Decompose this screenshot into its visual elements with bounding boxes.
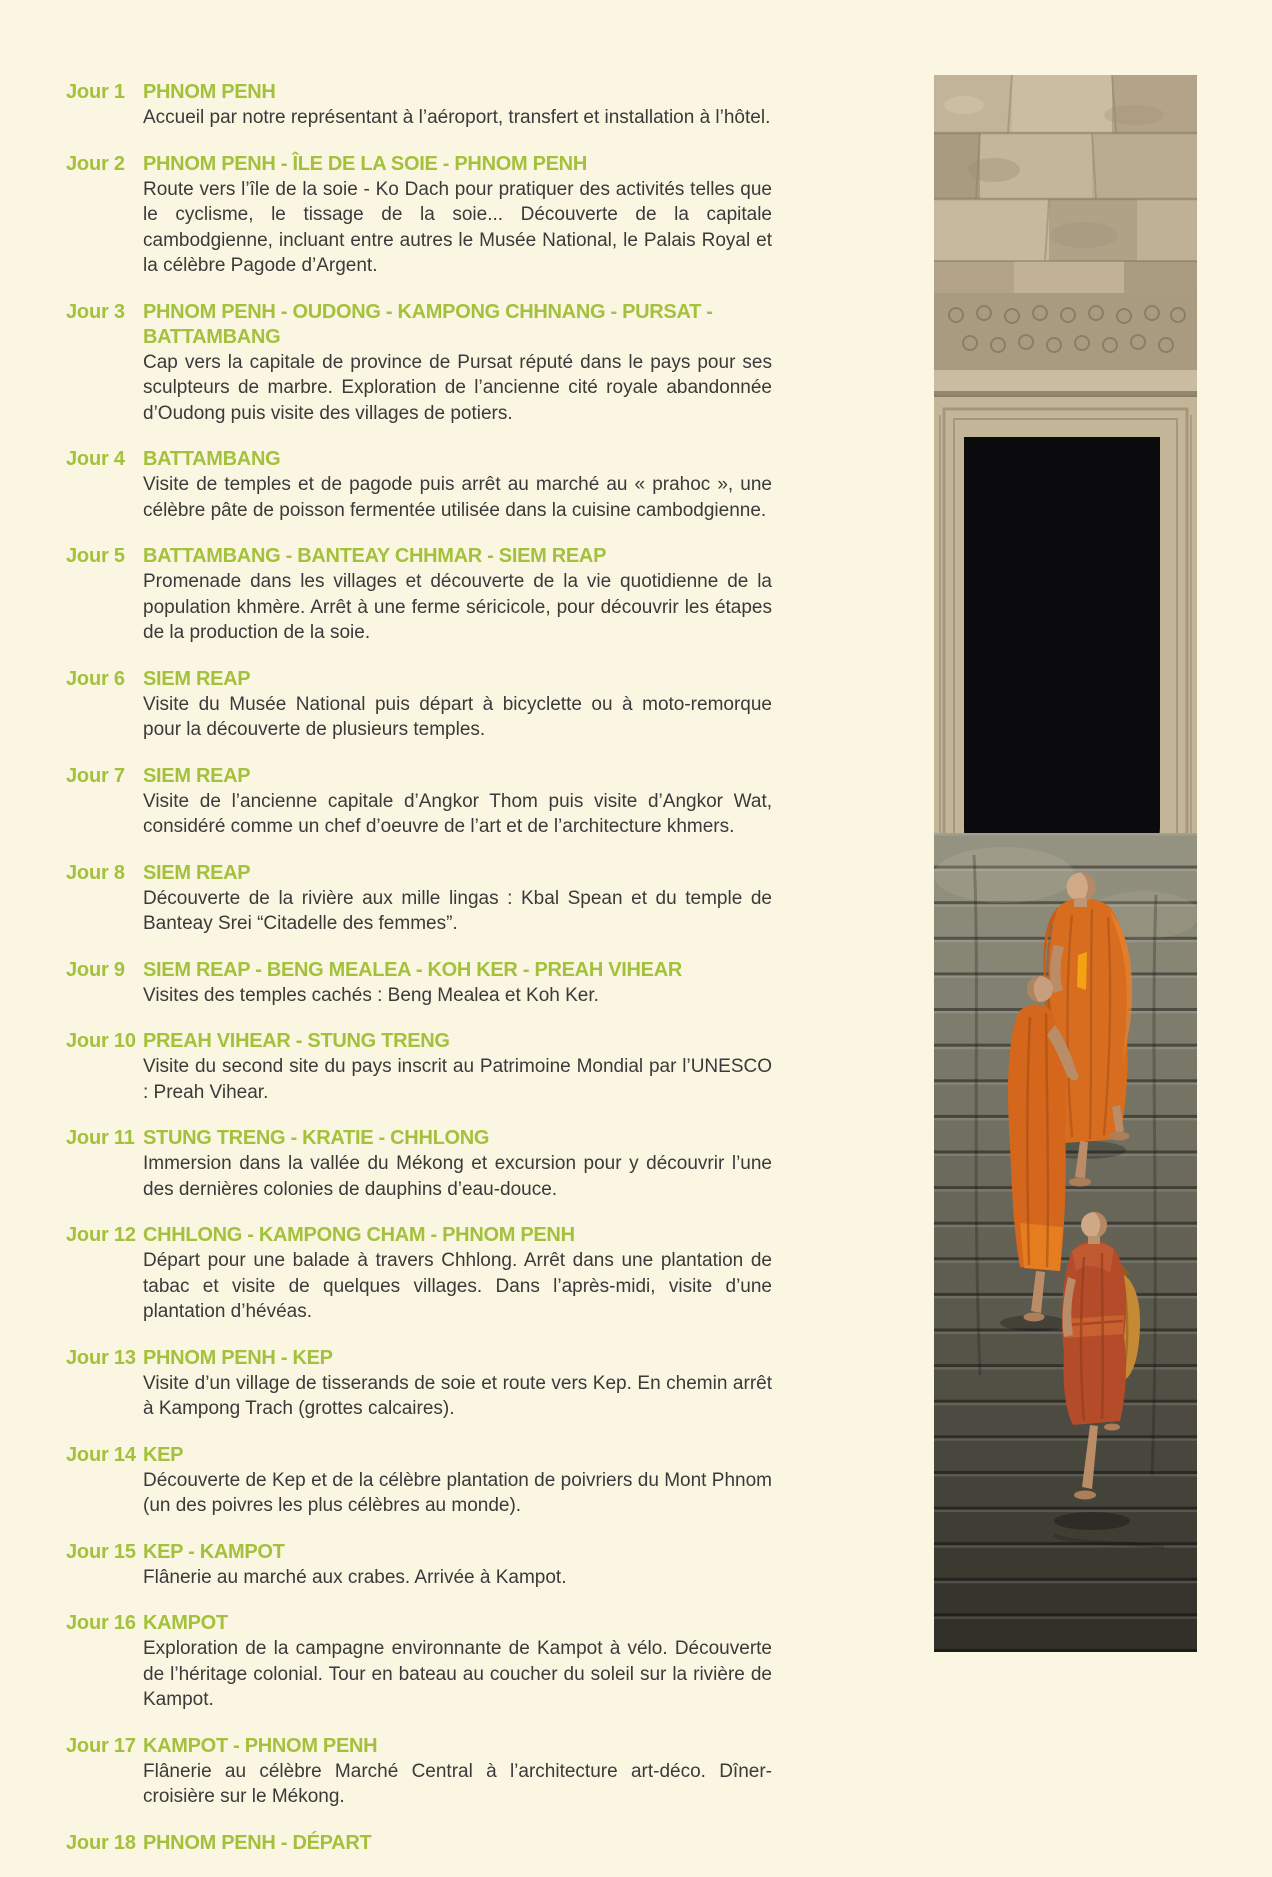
day-route-title: PHNOM PENH - OUDONG - KAMPONG CHHNANG - PURSAT - BATTAMBANG — [143, 300, 713, 348]
day-label: Jour 14 — [66, 1443, 136, 1466]
day-body — [143, 1029, 772, 1105]
day-label: Jour 8 — [66, 861, 125, 884]
day-body — [143, 1611, 772, 1713]
day-route-title: CHHLONG - KAMPONG CHAM - PHNOM PENH — [143, 1224, 575, 1246]
day-route-title: PHNOM PENH - KEP — [143, 1346, 333, 1369]
day-label: Jour 16 — [66, 1612, 136, 1634]
doorway-opening — [964, 437, 1160, 857]
day-description: Départ pour une balade à travers Chhlong. Arrêt dans une plantation de tabac et visite de quelques villages. Dans l’après-midi, visite d’une plantation d’hévéas. — [143, 1250, 772, 1322]
day-row — [66, 1443, 772, 1519]
day-route-title: KEP - KAMPOT — [143, 1540, 285, 1563]
day-description: Cap vers la capitale de province de Pursat réputé dans le pays pour ses sculpteurs de marbre. Exploration de l’ancienne cité royale abandonnée d’Oudong puis visite des villages de potiers. — [143, 351, 772, 424]
monks-photo-graphic — [934, 75, 1197, 1652]
itinerary-list — [66, 80, 772, 1877]
day-body — [143, 1126, 772, 1202]
day-body — [143, 1734, 772, 1810]
day-label: Jour 5 — [66, 545, 125, 567]
day-label: Jour 15 — [66, 1540, 136, 1563]
day-route-title: SIEM REAP — [143, 764, 251, 787]
day-route-title: SIEM REAP — [143, 667, 251, 690]
day-body — [143, 1346, 772, 1422]
day-route-title: KAMPOT - PHNOM PENH — [143, 1734, 378, 1757]
day-row — [66, 1346, 772, 1422]
day-body — [143, 861, 772, 937]
day-row — [66, 1734, 772, 1810]
day-description: Visite du Musée National puis départ à bicyclette ou à moto-remorque pour la découverte de plusieurs temples. — [143, 693, 772, 740]
day-row — [66, 300, 772, 427]
day-label: Jour 7 — [66, 764, 125, 787]
day-row — [66, 1126, 772, 1202]
day-description: Flânerie au marché aux crabes. Arrivée à Kampot. — [143, 1566, 567, 1588]
day-route-title: KEP — [143, 1443, 184, 1466]
day-description: Visite du second site du pays inscrit au Patrimoine Mondial par l’UNESCO : Preah Vihear. — [143, 1056, 772, 1103]
day-description: Visite de l’ancienne capitale d’Angkor Thom puis visite d’Angkor Wat, considéré comme un chef d’oeuvre de l’art et de l’architecture khmers. — [143, 790, 772, 837]
day-label: Jour 17 — [66, 1734, 136, 1757]
day-row — [66, 667, 772, 743]
day-body — [143, 667, 772, 743]
day-route-title: PHNOM PENH — [143, 81, 276, 103]
day-description: Visite de temples et de pagode puis arrêt au marché au « prahoc », une célèbre pâte de poisson fermentée utilisée dans la cuisine cambodgienne. — [143, 474, 772, 521]
day-body — [143, 1540, 772, 1591]
day-body — [143, 1223, 772, 1325]
day-label: Jour 2 — [66, 152, 125, 175]
stone-wall — [934, 75, 1197, 293]
day-row — [66, 1611, 772, 1713]
carved-lintel — [934, 293, 1197, 397]
day-label: Jour 13 — [66, 1346, 136, 1369]
day-route-title: BATTAMBANG — [143, 448, 281, 470]
day-label: Jour 9 — [66, 958, 125, 981]
day-description: Route vers l’île de la soie - Ko Dach pour pratiquer des activités telles que le cyclisme, le tissage de la soie... Découverte de la capitale cambodgienne, incluant entre autres le Musée National, le Palais Royal et la célèbre Pagode d’Argent. — [143, 178, 772, 276]
day-route-title: STUNG TRENG - KRATIE - CHHLONG — [143, 1127, 490, 1149]
day-body — [143, 1831, 772, 1856]
day-route-title: PREAH VIHEAR - STUNG TRENG — [143, 1030, 450, 1052]
day-route-title: PHNOM PENH - DÉPART — [143, 1831, 372, 1854]
day-description: Immersion dans la vallée du Mékong et excursion pour y découvrir l’une des dernières colonies de dauphins d’eau-douce. — [143, 1153, 772, 1200]
day-row — [66, 544, 772, 646]
day-row — [66, 447, 772, 523]
day-description: Accueil par notre représentant à l’aéroport, transfert et installation à l’hôtel. — [143, 107, 771, 128]
day-description: Découverte de Kep et de la célèbre plantation de poivriers du Mont Phnom (un des poivres les plus célèbres au monde). — [143, 1469, 772, 1516]
day-row — [66, 958, 772, 1009]
day-body — [143, 447, 772, 523]
day-body — [143, 544, 772, 646]
day-label: Jour 6 — [66, 667, 125, 690]
day-row — [66, 1223, 772, 1325]
day-body — [143, 80, 772, 131]
temple-doorway — [934, 397, 1197, 877]
day-row — [66, 1029, 772, 1105]
day-label: Jour 10 — [66, 1030, 136, 1052]
day-body — [143, 1443, 772, 1519]
day-row — [66, 80, 772, 131]
day-row — [66, 1540, 772, 1591]
day-description: Promenade dans les villages et découverte de la vie quotidienne de la population khmère. Arrêt à une ferme séricicole, pour découvrir les étapes de la production de la soie. — [143, 571, 772, 643]
day-row — [66, 152, 772, 279]
day-row — [66, 861, 772, 937]
day-row — [66, 1831, 772, 1856]
day-description: Découverte de la rivière aux mille lingas : Kbal Spean et du temple de Banteay Srei “Citadelle des femmes”. — [143, 887, 772, 934]
day-route-title: SIEM REAP - BENG MEALEA - KOH KER - PREAH VIHEAR — [143, 958, 682, 981]
day-label: Jour 12 — [66, 1224, 136, 1246]
day-label: Jour 3 — [66, 300, 125, 323]
day-label: Jour 11 — [66, 1127, 135, 1149]
day-route-title: BATTAMBANG - BANTEAY CHHMAR - SIEM REAP — [143, 545, 607, 567]
day-description: Flânerie au célèbre Marché Central à l’architecture art-déco. Dîner-croisière sur le Mékong. — [143, 1760, 772, 1807]
day-description: Exploration de la campagne environnante de Kampot à vélo. Découverte de l’héritage colonial. Tour en bateau au coucher du soleil sur la rivière de Kampot. — [143, 1638, 772, 1710]
day-label: Jour 4 — [66, 448, 125, 470]
monks-photo — [934, 75, 1197, 1652]
day-route-title: PHNOM PENH - ÎLE DE LA SOIE - PHNOM PENH — [143, 152, 587, 175]
day-route-title: SIEM REAP — [143, 861, 251, 884]
day-body — [143, 764, 772, 840]
day-body — [143, 958, 772, 1009]
day-label: Jour 18 — [66, 1831, 136, 1854]
day-description: Visite d’un village de tisserands de soie et route vers Kep. En chemin arrêt à Kampong Trach (grottes calcaires). — [143, 1372, 772, 1419]
day-body — [143, 152, 772, 279]
day-description: Visites des temples cachés : Beng Mealea et Koh Ker. — [143, 984, 599, 1006]
day-label: Jour 1 — [66, 81, 125, 103]
day-row — [66, 764, 772, 840]
day-route-title: KAMPOT — [143, 1612, 228, 1634]
day-body — [143, 300, 772, 427]
